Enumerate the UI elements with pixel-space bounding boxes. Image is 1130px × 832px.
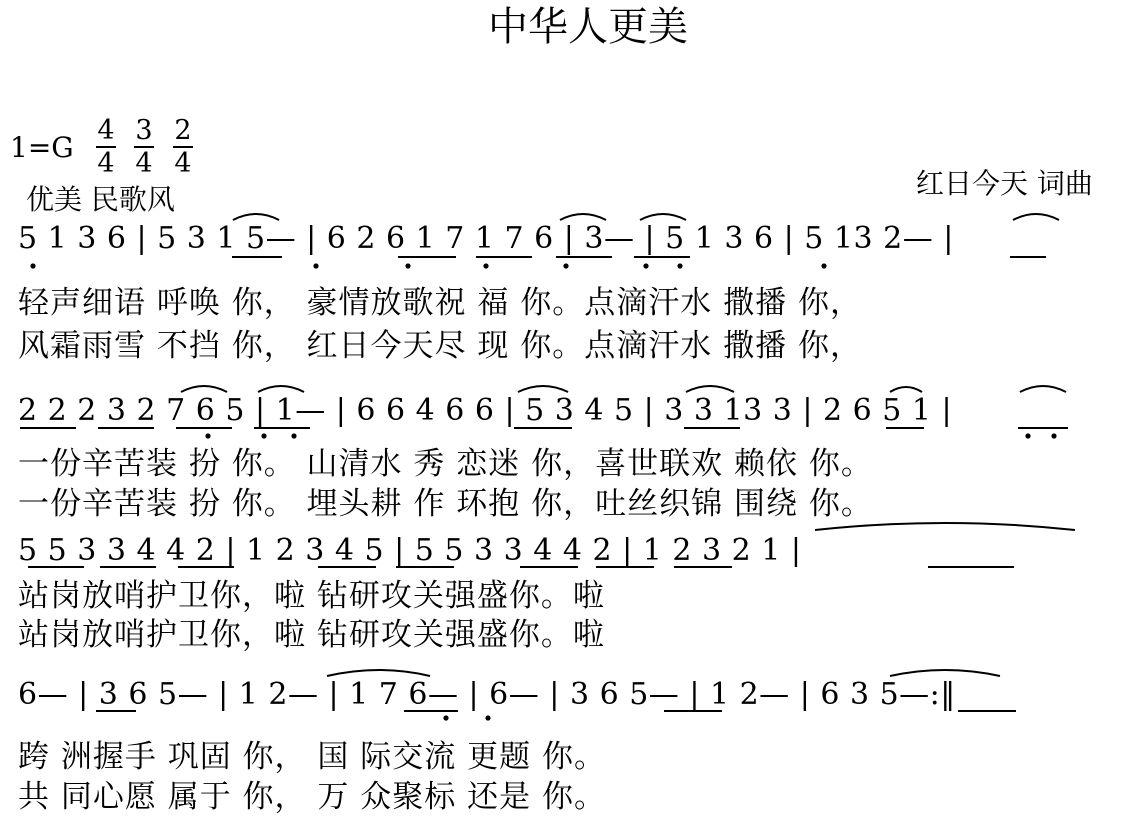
- tie-slurs: [181, 214, 1075, 676]
- octave-dot: [1051, 433, 1056, 438]
- tie-slur: [1013, 214, 1059, 220]
- lyrics-row-4-verse-2: 共 同心愿 属于 你， 万 众聚标 还是 你。: [18, 779, 606, 815]
- lyrics-row-3-verse-1: 站岗放哨护卫你，啦 钻研攻关强盛你。啦: [18, 578, 605, 614]
- time-signature-denominator: 4: [135, 148, 153, 179]
- time-signature-denominator: 4: [97, 148, 115, 179]
- key-signature: 1=G: [10, 131, 74, 164]
- octave-dots: [30, 263, 1056, 720]
- lyricist-composer-credit: 红日今天 词曲: [916, 167, 1093, 200]
- time-signature-numerator: 3: [135, 115, 153, 146]
- notation-row-1: 5 1 3 6 | 5 3 1 5— | 6 2 6 1 7 1 7 6 | 3— | 5 1 3 6 | 5 13 2— |: [18, 221, 954, 256]
- tie-slur: [686, 386, 734, 392]
- tie-slur: [815, 523, 1075, 530]
- tie-slur: [258, 386, 304, 392]
- song-title: 中华人更美: [488, 4, 688, 50]
- lyrics-row-4-verse-1: 跨 洲握手 巩固 你， 国 际交流 更题 你。: [18, 739, 606, 775]
- tie-slur: [233, 214, 279, 220]
- lyrics-row-1-verse-2: 风霜雨雪 不挡 你， 红日今天尽 现 你。点滴汗水 撒播 你，: [18, 328, 862, 364]
- notation-row-2: 2 2 2 3 2 7 6 5 | 1— | 6 6 4 6 6 | 5 3 4 5 | 3 3 13 3 | 2 6 5 1 |: [18, 393, 953, 428]
- lyrics-row-2-verse-2: 一份辛苦装 扮 你。 埋头耕 作 环抱 你，吐丝织锦 围绕 你。: [18, 486, 873, 522]
- lyrics-row-2-verse-1: 一份辛苦装 扮 你。 山清水 秀 恋迷 你，喜世联欢 赖依 你。: [18, 446, 873, 482]
- octave-dot: [821, 263, 826, 268]
- time-signature-denominator: 4: [174, 148, 192, 179]
- tie-slur: [890, 387, 922, 392]
- tie-slur: [890, 670, 1000, 676]
- style-marking: 优美 民歌风: [26, 183, 175, 216]
- notation-row-3: 5 5 3 3 4 4 2 | 1 2 3 4 5 | 5 5 3 3 4 4 2 | 1 2 3 2 1 |: [18, 533, 802, 568]
- octave-dot: [677, 263, 682, 268]
- notation-row-4: 6— | 3 6 5— | 1 2— | 1 7 6— | 6— | 3 6 5— | 1 2— | 6 3 5—:‖: [18, 677, 956, 712]
- octave-dot: [483, 263, 488, 268]
- beam-underlines: [20, 257, 1068, 711]
- octave-dot: [485, 715, 490, 720]
- tie-slur: [181, 386, 227, 392]
- lyrics-row-3-verse-2: 站岗放哨护卫你，啦 钻研攻关强盛你。啦: [18, 617, 605, 653]
- tie-slur: [518, 386, 568, 392]
- octave-dot: [261, 433, 266, 438]
- tie-slur: [1020, 386, 1066, 392]
- tie-slur: [640, 214, 686, 220]
- time-signature-numerator: 2: [174, 115, 192, 146]
- octave-dot: [205, 433, 210, 438]
- octave-dot: [1025, 433, 1030, 438]
- octave-dot: [313, 263, 318, 268]
- octave-dot: [291, 433, 296, 438]
- time-signature-numerator: 4: [97, 115, 115, 146]
- tie-slur: [560, 214, 606, 220]
- octave-dot: [30, 263, 35, 268]
- octave-dot: [443, 715, 448, 720]
- octave-dot: [643, 263, 648, 268]
- tie-slur: [327, 670, 430, 676]
- lyrics-row-1-verse-1: 轻声细语 呼唤 你， 豪情放歌祝 福 你。点滴汗水 撒播 你，: [18, 285, 862, 321]
- octave-dot: [405, 263, 410, 268]
- octave-dot: [563, 263, 568, 268]
